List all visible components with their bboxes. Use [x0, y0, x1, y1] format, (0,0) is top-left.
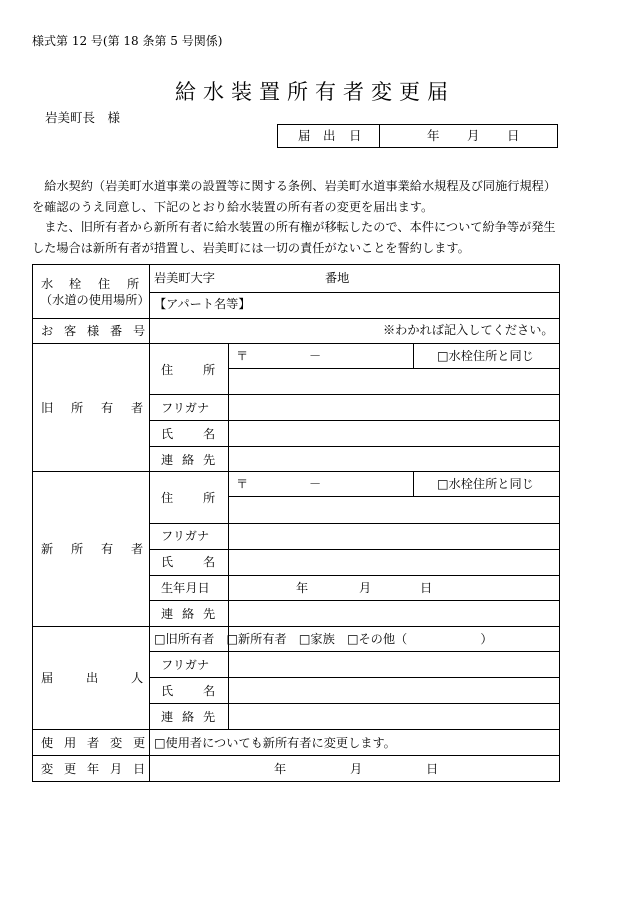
new-owner-label-char: 有 [101, 542, 114, 556]
column-divider [413, 343, 414, 368]
row-divider [149, 420, 559, 421]
new-owner-contact-label-char: 連 [161, 607, 174, 621]
old-owner-postal-dash: － [309, 349, 322, 363]
form-table [32, 264, 560, 782]
change-day-suffix: 日 [426, 762, 439, 776]
day-suffix: 日 [507, 128, 520, 143]
row-divider [33, 343, 559, 344]
old-owner-contact-label [161, 453, 221, 467]
row-divider [149, 651, 559, 652]
column-divider [149, 265, 150, 781]
intro-paragraph-2-text: また、旧所有者から新所有者に給水装置の所有権が移転したので、本件について紛争等が発生した場合は新所有者が措置し、岩美町には一切の責任がないことを誓約します。 [32, 220, 556, 255]
new-owner-contact-label-char: 絡 [182, 607, 195, 621]
meter-address-label [41, 277, 145, 291]
new-owner-label-char: 所 [71, 542, 84, 556]
old-owner-label [41, 401, 145, 415]
customer-number-label-char: お [41, 324, 54, 338]
meter-address-label-char: 栓 [69, 277, 82, 291]
user-change-label-char: 者 [87, 736, 100, 750]
new-owner-name-label [161, 555, 221, 569]
new-owner-contact-label-char: 先 [203, 607, 216, 621]
notifier-furigana-label: フリガナ [161, 658, 210, 672]
user-change-label [41, 736, 145, 750]
change-date-label-char: 変 [41, 762, 54, 776]
new-owner-contact-label [161, 607, 221, 621]
old-owner-label-char: 者 [131, 401, 144, 415]
row-divider [228, 496, 559, 497]
submission-date-label [278, 125, 380, 147]
new-owner-name-label-char: 名 [203, 555, 216, 569]
old-owner-address-label-char: 住 [161, 363, 174, 377]
new-owner-postal-mark: 〒 [236, 477, 249, 491]
customer-number-label-char: 様 [87, 324, 100, 338]
notifier-contact-label-char: 先 [203, 710, 216, 724]
new-owner-birth-year-suffix: 年 [296, 581, 309, 595]
row-divider [149, 575, 559, 576]
row-divider [149, 703, 559, 704]
submission-date-label-char: 出 [323, 128, 336, 143]
new-owner-furigana-label: フリガナ [161, 529, 210, 543]
meter-apartment-text: 【アパート名等】 [154, 297, 251, 311]
new-owner-postal-dash: － [309, 477, 322, 491]
notifier-label [41, 671, 145, 685]
old-owner-furigana-label: フリガナ [161, 401, 210, 415]
notifier-name-label-char: 氏 [161, 684, 174, 698]
notifier-label-char: 出 [86, 671, 99, 685]
user-change-checkbox[interactable]: □使用者についても新所有者に変更します。 [154, 736, 396, 750]
row-divider [33, 755, 559, 756]
old-owner-contact-label-char: 連 [161, 453, 174, 467]
old-owner-label-char: 有 [101, 401, 114, 415]
notifier-label-char: 人 [131, 671, 144, 685]
new-owner-birth-day-suffix: 日 [420, 581, 433, 595]
new-owner-same-address-checkbox[interactable]: □水栓住所と同じ [437, 477, 534, 491]
old-owner-address-label [161, 363, 221, 377]
page-title: 給水装置所有者変更届 [175, 80, 455, 104]
change-date-label-char: 月 [110, 762, 123, 776]
old-owner-same-address-checkbox[interactable]: □水栓住所と同じ [437, 349, 534, 363]
row-divider [149, 549, 559, 550]
notifier-contact-label-char: 連 [161, 710, 174, 724]
new-owner-label-char: 新 [41, 542, 54, 556]
notifier-contact-label-char: 絡 [182, 710, 195, 724]
customer-number-label [41, 324, 145, 338]
column-divider [228, 343, 229, 472]
old-owner-contact-label-char: 絡 [182, 453, 195, 467]
change-date-label-char: 更 [64, 762, 77, 776]
change-date-label-char: 日 [133, 762, 146, 776]
notifier-contact-label [161, 710, 221, 724]
new-owner-address-label-char: 所 [203, 491, 216, 505]
new-owner-birthdate-label: 生年月日 [161, 581, 210, 595]
addressee: 岩美町長 様 [45, 110, 121, 125]
row-divider [149, 600, 559, 601]
row-divider [33, 318, 559, 319]
submission-date-box [277, 124, 558, 148]
row-divider [149, 292, 559, 293]
new-owner-label-char: 者 [131, 542, 144, 556]
notifier-label-char: 届 [41, 671, 54, 685]
year-suffix: 年 [427, 128, 440, 143]
customer-number-label-char: 号 [133, 324, 146, 338]
change-month-suffix: 月 [350, 762, 363, 776]
old-owner-name-label [161, 427, 221, 441]
meter-address-label-char: 住 [98, 277, 111, 291]
meter-address-label-char: 水 [41, 277, 54, 291]
row-divider [149, 677, 559, 678]
row-divider [149, 446, 559, 447]
user-change-label-char: 使 [41, 736, 54, 750]
meter-address-label-char: 所 [127, 277, 140, 291]
old-owner-name-label-char: 氏 [161, 427, 174, 441]
new-owner-address-label [161, 491, 221, 505]
row-divider [33, 626, 559, 627]
meter-address-sublabel: （水道の使用場所） [40, 293, 150, 307]
row-divider [228, 368, 559, 369]
new-owner-address-label-char: 住 [161, 491, 174, 505]
form-number: 様式第 12 号(第 18 条第 5 号関係) [32, 34, 223, 48]
old-owner-contact-label-char: 先 [203, 453, 216, 467]
user-change-label-char: 更 [133, 736, 146, 750]
new-owner-label [41, 542, 145, 556]
row-divider [149, 394, 559, 395]
column-divider [413, 471, 414, 496]
submission-date-label-char: 日 [349, 128, 362, 143]
old-owner-name-label-char: 名 [203, 427, 216, 441]
change-date-label-char: 年 [87, 762, 100, 776]
old-owner-label-char: 旧 [41, 401, 54, 415]
customer-number-label-char: 番 [110, 324, 123, 338]
user-change-label-char: 用 [64, 736, 77, 750]
old-owner-label-char: 所 [71, 401, 84, 415]
submission-date-field[interactable] [379, 125, 557, 147]
new-owner-birth-month-suffix: 月 [359, 581, 372, 595]
notifier-type-options[interactable]: □旧所有者 □新所有者 □家族 □その他（ ） [154, 632, 493, 646]
change-year-suffix: 年 [274, 762, 287, 776]
intro-paragraph-1 [32, 176, 562, 217]
old-owner-address-label-char: 所 [203, 363, 216, 377]
old-owner-postal-mark: 〒 [236, 349, 249, 363]
intro-paragraph-1-text: 給水契約（岩美町水道事業の設置等に関する条例、岩美町水道事業給水規程及び同施行規程）を確認のうえ同意し、下記のとおり給水装置の所有者の変更を届出ます。 [32, 179, 557, 214]
submission-date-label-char: 届 [298, 128, 311, 143]
row-divider [33, 729, 559, 730]
row-divider [149, 523, 559, 524]
intro-paragraph-2 [32, 217, 562, 258]
new-owner-name-label-char: 氏 [161, 555, 174, 569]
notifier-name-label [161, 684, 221, 698]
meter-town-text: 岩美町大字 [154, 271, 215, 285]
change-date-label [41, 762, 145, 776]
user-change-label-char: 変 [110, 736, 123, 750]
customer-number-note: ※わかれば記入してください。 [383, 323, 554, 337]
customer-number-label-char: 客 [64, 324, 77, 338]
column-divider [228, 471, 229, 626]
notifier-name-label-char: 名 [203, 684, 216, 698]
month-suffix: 月 [467, 128, 480, 143]
meter-banchi-text: 番地 [325, 271, 350, 285]
row-divider [33, 471, 559, 472]
